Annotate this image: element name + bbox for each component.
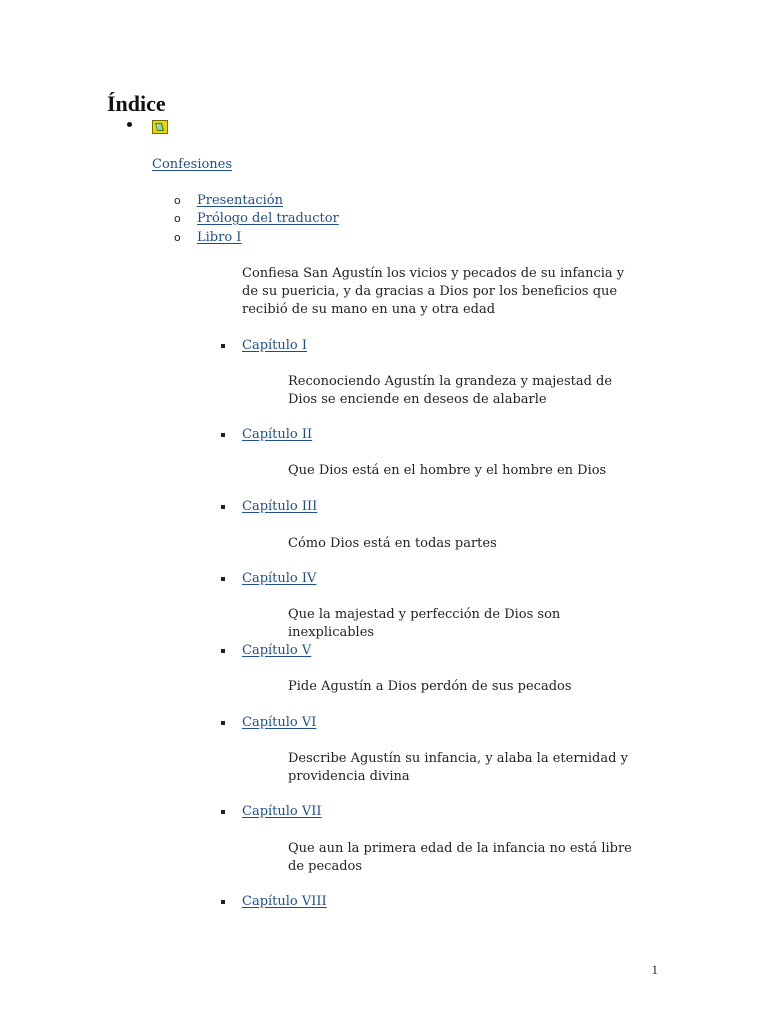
link-capitulo-vii[interactable]: Capítulo VII bbox=[242, 804, 322, 819]
circle-bullet: o bbox=[174, 231, 181, 244]
square-bullet bbox=[221, 577, 225, 581]
square-bullet bbox=[221, 810, 225, 814]
circle-bullet: o bbox=[174, 212, 181, 225]
link-confesiones[interactable]: Confesiones bbox=[152, 157, 233, 172]
link-capitulo-ii[interactable]: Capítulo II bbox=[242, 427, 313, 442]
chapter-summary: Que Dios está en el hombre y el hombre en Dios bbox=[288, 463, 607, 478]
link-presentacion[interactable]: Presentación bbox=[197, 193, 284, 208]
square-bullet bbox=[221, 900, 225, 904]
square-bullet bbox=[221, 433, 225, 437]
chapter-summary: Pide Agustín a Dios perdón de sus pecados bbox=[288, 679, 572, 694]
page-number: 1 bbox=[651, 962, 658, 977]
link-capitulo-vi[interactable]: Capítulo VI bbox=[242, 715, 317, 730]
square-bullet bbox=[221, 721, 225, 725]
link-capitulo-i[interactable]: Capítulo I bbox=[242, 338, 308, 353]
chapter-summary: Que aun la primera edad de la infancia no está libre de pecados bbox=[288, 841, 632, 874]
link-capitulo-iv[interactable]: Capítulo IV bbox=[242, 571, 317, 586]
link-capitulo-iii[interactable]: Capítulo III bbox=[242, 499, 318, 514]
link-prologo[interactable]: Prólogo del traductor bbox=[197, 211, 339, 226]
square-bullet bbox=[221, 649, 225, 653]
page-title: Índice bbox=[107, 91, 166, 116]
link-libro-i[interactable]: Libro I bbox=[197, 230, 242, 245]
chapter-summary: Reconociendo Agustín la grandeza y majestad de Dios se enciende en deseos de alabarle bbox=[288, 374, 613, 407]
chapter-summary: Cómo Dios está en todas partes bbox=[288, 536, 497, 551]
chapter-summary: Que la majestad y perfección de Dios son inexplicables bbox=[288, 607, 561, 640]
list-bullet bbox=[127, 122, 132, 127]
link-capitulo-viii[interactable]: Capítulo VIII bbox=[242, 894, 327, 909]
link-capitulo-v[interactable]: Capítulo V bbox=[242, 643, 312, 658]
square-bullet bbox=[221, 344, 225, 348]
circle-bullet: o bbox=[174, 194, 181, 207]
chapter-summary: Describe Agustín su infancia, y alaba la eternidad y providencia divina bbox=[288, 751, 628, 784]
square-bullet bbox=[221, 505, 225, 509]
book-icon[interactable] bbox=[152, 119, 168, 133]
book-description: Confiesa San Agustín los vicios y pecados de su infancia y de su puericia, y da gracias a Dios por los beneficios que recibió de su mano en una y otra edad bbox=[242, 266, 625, 317]
